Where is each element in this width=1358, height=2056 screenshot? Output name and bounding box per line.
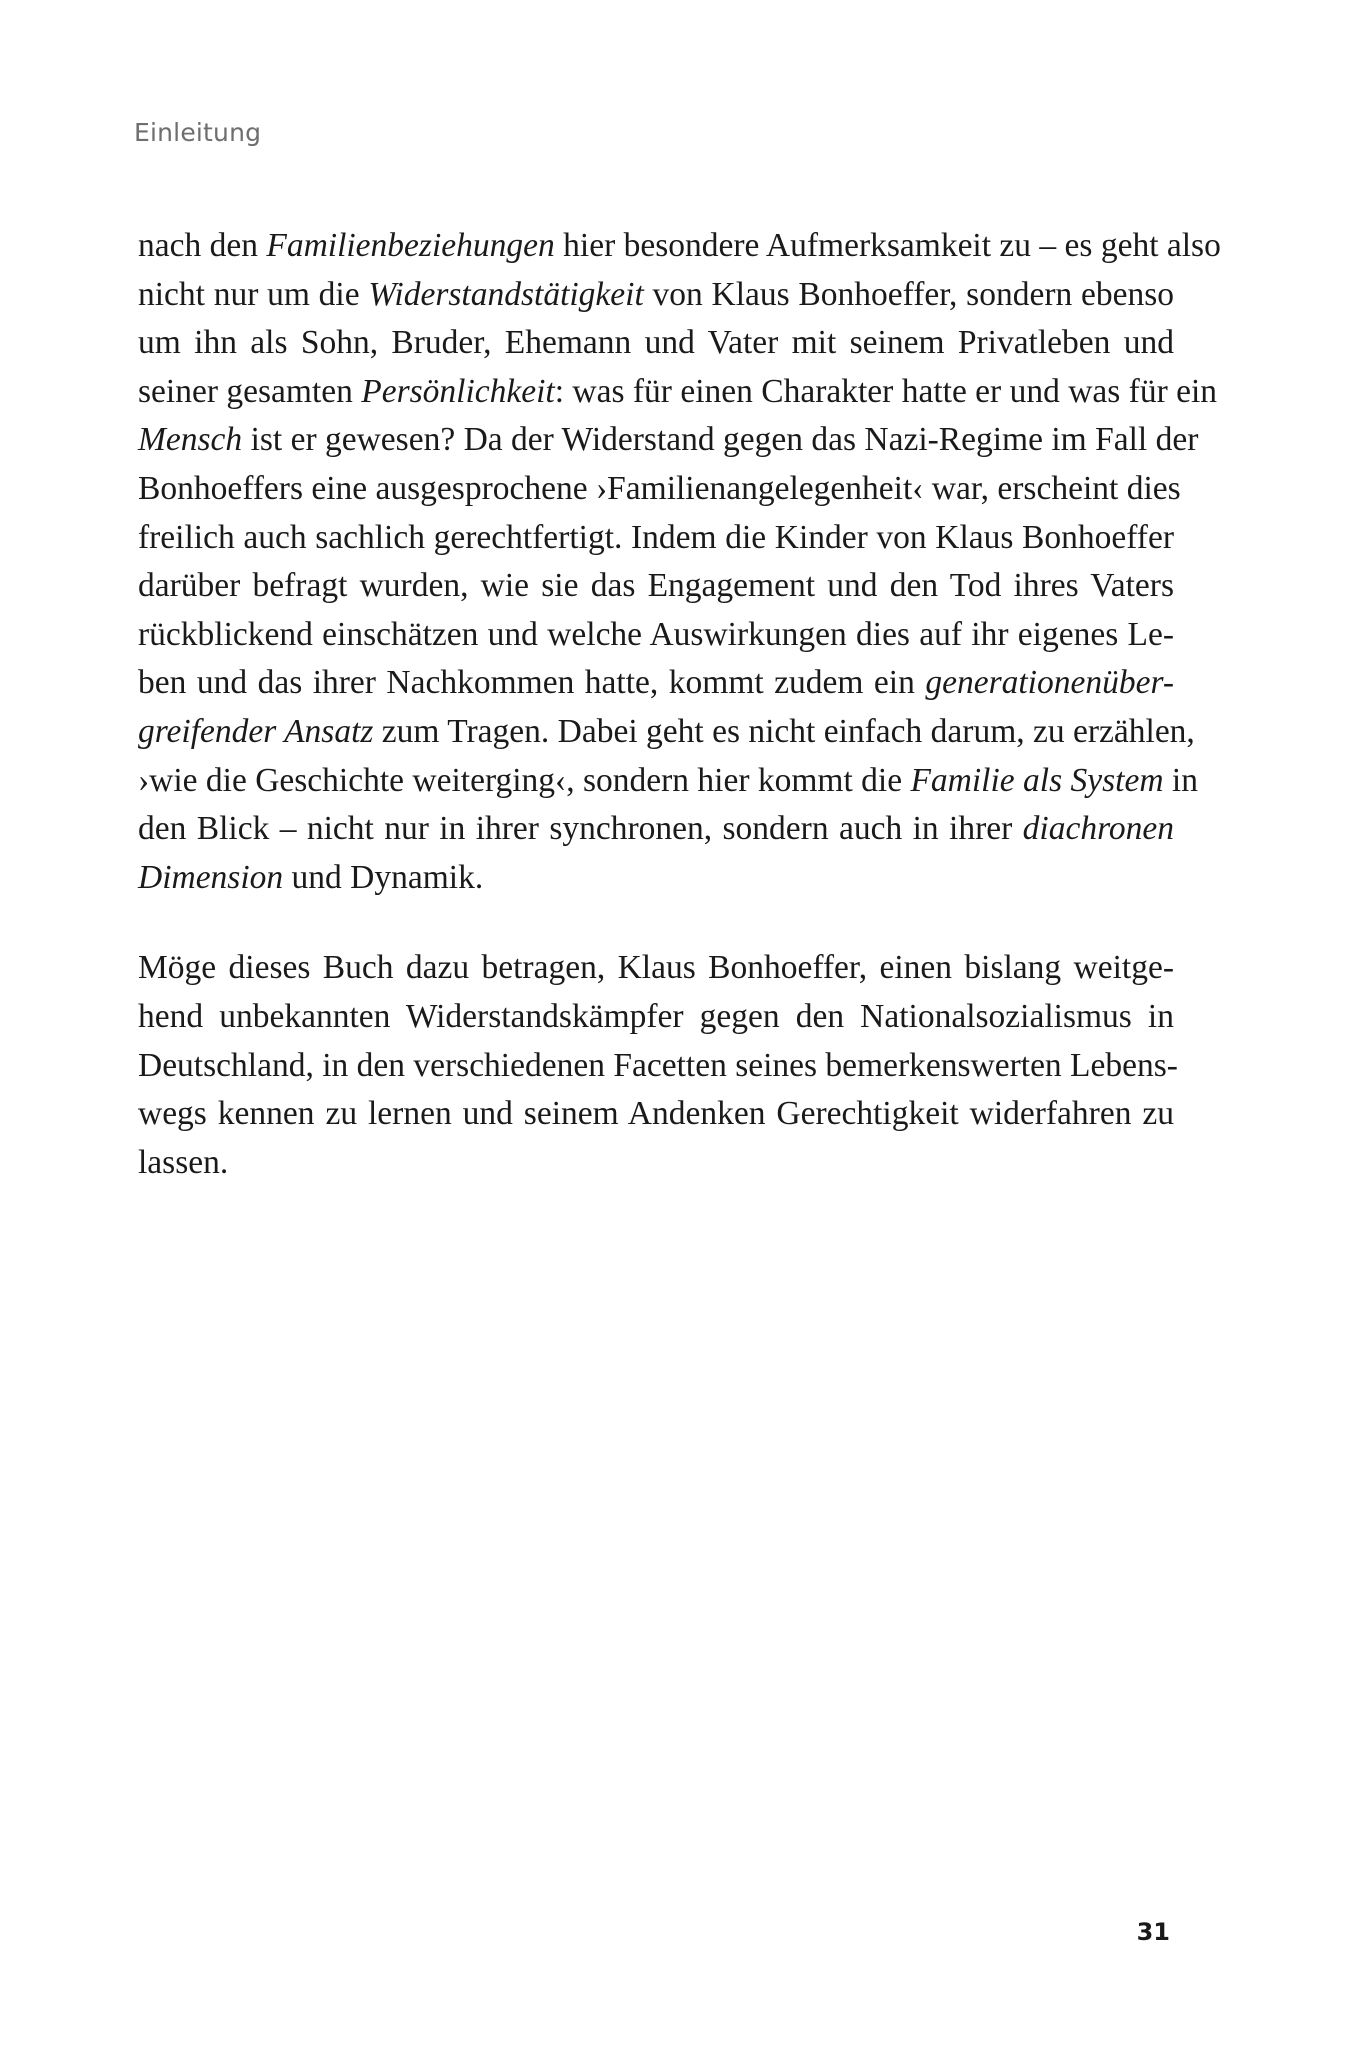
text-run: und Dynamik. — [283, 858, 484, 896]
text-run: nach den — [138, 227, 267, 264]
text-run: Bonhoeffers eine ausgesprochene ›Familienangelegenheit‹ war, erscheint dies — [138, 469, 1181, 507]
text-run: um ihn als Sohn, Bruder, Ehemann und Vater mit seinem Privatleben und — [138, 324, 1174, 362]
text-line — [138, 1042, 1178, 1091]
body-text — [138, 222, 1221, 1187]
text-line — [138, 319, 1174, 368]
text-run: freilich auch sachlich gerechtfertigt. Indem die Kinder von Klaus Bonhoeffer — [138, 518, 1174, 556]
text-line — [138, 1090, 1174, 1139]
emphasis-text: Persönlichkeit — [361, 372, 555, 410]
text-line — [138, 805, 1174, 854]
emphasis-text: Familie als System — [910, 761, 1164, 799]
text-line — [138, 368, 1218, 417]
emphasis-text: Dimension — [138, 858, 284, 896]
text-line — [138, 944, 1174, 993]
paragraph — [138, 222, 1221, 902]
emphasis-text: Familienbeziehungen — [266, 227, 555, 264]
text-run: ben und das ihrer Nachkommen hatte, kommt zudem ein — [138, 664, 926, 702]
text-run: Deutschland, in den verschiedenen Facetten seines bemerkenswerten Lebens- — [138, 1046, 1178, 1084]
emphasis-text: Mensch — [138, 421, 243, 459]
text-run: lassen. — [138, 1143, 229, 1181]
paragraph-gap — [138, 902, 1174, 944]
emphasis-text: greifender Ansatz — [138, 712, 374, 750]
text-run: darüber befragt wurden, wie sie das Engagement und den Tod ihres Vaters — [138, 567, 1174, 605]
text-run: ist er gewesen? Da der Widerstand gegen das Nazi-Regime im Fall der — [242, 421, 1199, 459]
text-run: Möge dieses Buch dazu betragen, Klaus Bonhoeffer, einen bislang weitge- — [138, 949, 1174, 987]
text-run: den Blick – nicht nur in ihrer synchronen, sondern auch in ihrer — [138, 810, 1023, 848]
text-run: hend unbekannten Widerstandskämpfer gegen den Nationalsozialismus in — [138, 997, 1174, 1035]
text-run: rückblickend einschätzen und welche Auswirkungen dies auf ihr eigenes Le- — [138, 615, 1174, 653]
emphasis-text: generationenüber- — [925, 664, 1174, 702]
text-run: hier besondere Aufmerksamkeit zu – es geht also — [554, 227, 1221, 264]
text-line — [138, 708, 1195, 757]
text-run: in — [1163, 761, 1198, 799]
text-line — [138, 222, 1221, 271]
text-run: wegs kennen zu lernen und seinem Andenken Gerechtigkeit widerfahren zu — [138, 1095, 1174, 1133]
emphasis-text: Widerstandstätigkeit — [368, 275, 644, 313]
text-run: von Klaus Bonhoeffer, sondern ebenso — [643, 275, 1174, 313]
text-line — [138, 854, 1174, 903]
page-number: 31 — [1136, 1918, 1170, 1946]
text-line — [138, 514, 1174, 563]
text-run: : was für einen Charakter hatte er und was für ein — [554, 372, 1218, 410]
text-run: seiner gesamten — [138, 372, 362, 410]
text-line — [138, 757, 1198, 806]
text-line — [138, 993, 1174, 1042]
text-run: ›wie die Geschichte weiterging‹, sondern hier kommt die — [138, 761, 911, 799]
text-line — [138, 1139, 1174, 1188]
paragraph — [138, 944, 1178, 1187]
text-line — [138, 416, 1199, 465]
text-line — [138, 271, 1174, 320]
running-header: Einleitung — [134, 118, 262, 147]
text-line — [138, 562, 1174, 611]
text-run: zum Tragen. Dabei geht es nicht einfach darum, zu erzählen, — [373, 712, 1195, 750]
text-line — [138, 659, 1174, 708]
text-run: nicht nur um die — [138, 275, 369, 313]
emphasis-text: diachronen — [1022, 810, 1174, 848]
text-line — [138, 465, 1181, 514]
text-line — [138, 611, 1174, 660]
